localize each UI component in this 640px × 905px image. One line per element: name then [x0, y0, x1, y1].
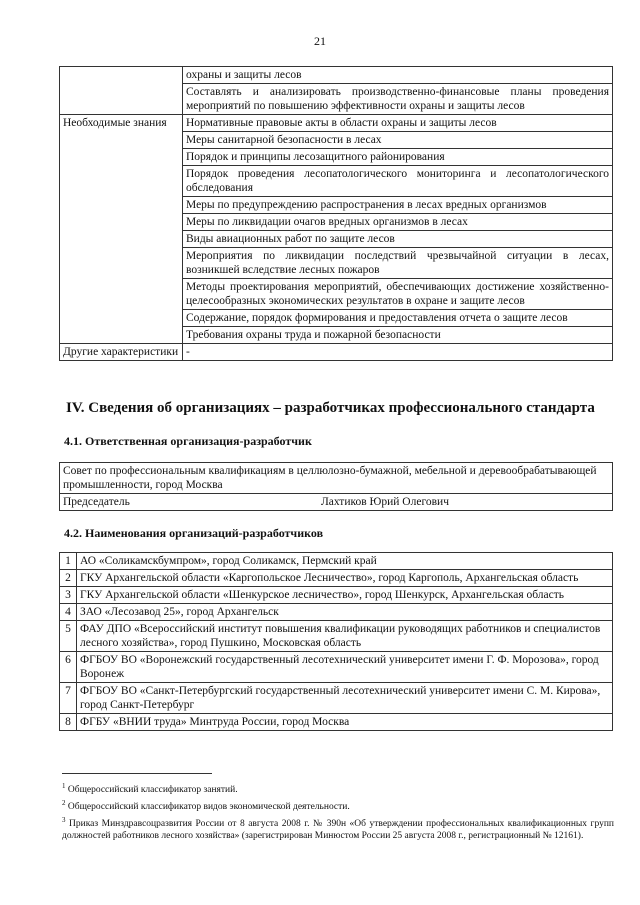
developer-number: 6	[60, 652, 77, 683]
developer-row	[60, 621, 613, 652]
skills-item: Меры по предупреждению распространения в лесах вредных организмов	[183, 197, 613, 214]
responsible-person: Лахтиков Юрий Олегович	[320, 496, 449, 508]
developer-name: ФАУ ДПО «Всероссийский институт повышения квалификации руководящих работников и специалистов лесного хозяйства», город Пушкино, Московская область	[77, 621, 613, 652]
developer-number: 2	[60, 570, 77, 587]
skills-item: Виды авиационных работ по защите лесов	[183, 231, 613, 248]
developer-name: ГКУ Архангельской области «Шенкурское лесничество», город Шенкурск, Архангельская область	[77, 587, 613, 604]
responsible-org-table	[59, 462, 613, 511]
developer-row	[60, 587, 613, 604]
developer-number: 4	[60, 604, 77, 621]
skills-row	[60, 67, 613, 84]
responsible-role: Председатель	[63, 496, 130, 508]
footnote-text: Общероссийский классификатор занятий.	[65, 785, 238, 796]
developer-number: 7	[60, 683, 77, 714]
developer-name: ЗАО «Лесозавод 25», город Архангельск	[77, 604, 613, 621]
skills-item: Порядок и принципы лесозащитного районирования	[183, 149, 613, 166]
footnote	[62, 797, 614, 813]
developer-row	[60, 683, 613, 714]
footnote-text: Приказ Минздравсоцразвития России от 8 августа 2008 г. № 390н «Об утверждении профессиональных квалификационных групп должностей работников лесного хозяйства» (зарегистрирован Минюстом России 25 августа 2008 г., регистрационный № 12161).	[62, 819, 614, 842]
footnote-divider	[62, 773, 212, 774]
skills-item: Требования охраны труда и пожарной безопасности	[183, 327, 613, 344]
skills-item: Порядок проведения лесопатологического мониторинга и лесопатологического обследования	[183, 166, 613, 197]
skills-row-label: Необходимые знания	[60, 115, 183, 344]
skills-item: Меры по ликвидации очагов вредных организмов в лесах	[183, 214, 613, 231]
developer-name: АО «Соликамскбумпром», город Соликамск, Пермский край	[77, 553, 613, 570]
skills-row-label: Другие характеристики	[60, 344, 183, 361]
footnotes	[62, 780, 614, 843]
developer-row	[60, 604, 613, 621]
footnote	[62, 780, 614, 796]
skills-item: Меры санитарной безопасности в лесах	[183, 132, 613, 149]
skills-table	[59, 66, 613, 361]
page-number: 21	[314, 34, 326, 48]
developers-table	[59, 552, 613, 731]
skills-item: -	[183, 344, 613, 361]
skills-item: Нормативные правовые акты в области охраны и защиты лесов	[183, 115, 613, 132]
developer-row	[60, 553, 613, 570]
developers-heading: 4.2. Наименования организаций-разработчиков	[64, 526, 324, 540]
developer-row	[60, 570, 613, 587]
footnote-mark: 3	[62, 816, 66, 825]
developer-number: 8	[60, 714, 77, 731]
skills-item: Составлять и анализировать производственно-финансовые планы проведения мероприятий по повышению эффективности охраны и защиты лесов	[183, 84, 613, 115]
footnote-text: Общероссийский классификатор видов экономической деятельности.	[65, 802, 350, 813]
section-title: IV. Сведения об организациях – разработчиках профессионального стандарта	[66, 400, 595, 416]
responsible-org-name: Совет по профессиональным квалификациям в целлюлозно-бумажной, мебельной и деревообрабатывающей промышленности, город Москва	[60, 463, 613, 494]
developer-row	[60, 652, 613, 683]
skills-item: Содержание, порядок формирования и предоставления отчета о защите лесов	[183, 310, 613, 327]
skills-item: охраны и защиты лесов	[183, 67, 613, 84]
footnote	[62, 814, 614, 842]
developer-name: ФГБОУ ВО «Санкт-Петербургский государственный лесотехнический университет имени С. М. Кирова», город Санкт-Петербург	[77, 683, 613, 714]
skills-row	[60, 344, 613, 361]
footnote-mark: 1	[62, 782, 66, 790]
developer-number: 1	[60, 553, 77, 570]
developer-name: ГКУ Архангельской области «Каргопольское Лесничество», город Каргополь, Архангельская область	[77, 570, 613, 587]
skills-item: Мероприятия по ликвидации последствий чрезвычайной ситуации в лесах, возникшей вследствие лесных пожаров	[183, 248, 613, 279]
responsible-org-heading: 4.1. Ответственная организация-разработчик	[64, 434, 312, 448]
developer-number: 3	[60, 587, 77, 604]
developer-name: ФГБОУ ВО «Воронежский государственный лесотехнический университет имени Г. Ф. Морозова», город Воронеж	[77, 652, 613, 683]
developer-number: 5	[60, 621, 77, 652]
developer-row	[60, 714, 613, 731]
developer-name: ФГБУ «ВНИИ труда» Минтруда России, город Москва	[77, 714, 613, 731]
skills-row	[60, 115, 613, 132]
footnote-mark: 2	[62, 799, 66, 808]
skills-row-label	[60, 67, 183, 115]
skills-item: Методы проектирования мероприятий, обеспечивающих достижение хозяйственно-целесообразных экономических результатов в охране и защите лесов	[183, 279, 613, 310]
